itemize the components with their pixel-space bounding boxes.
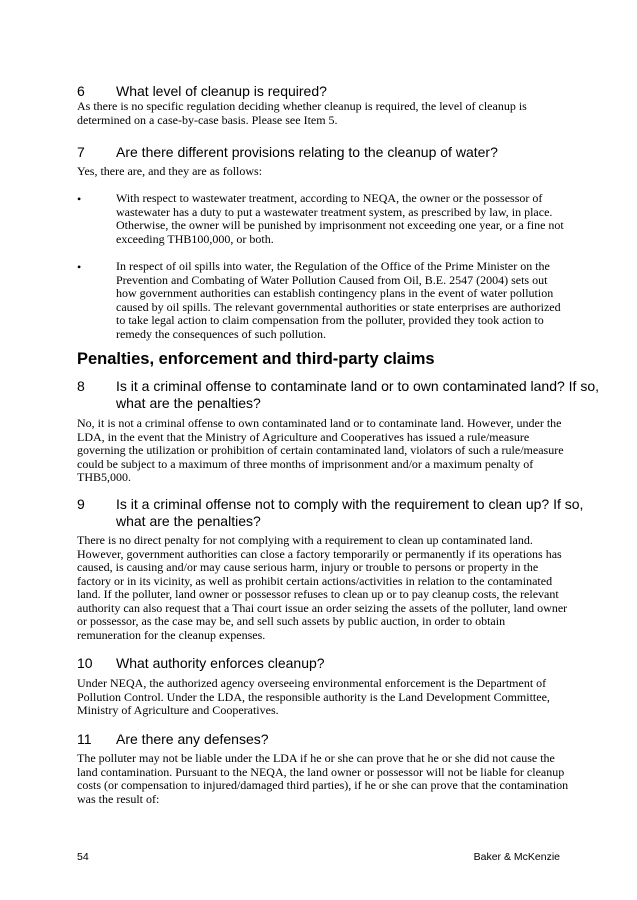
- question-heading: [77, 83, 577, 100]
- text-line: THB5,000.: [77, 470, 131, 484]
- question-text-line: Is it a criminal offense not to comply with the requirement to clean up? If so,: [116, 496, 584, 512]
- text-line: As there is no specific regulation deciding whether cleanup is required, the level of cleanup is: [77, 99, 527, 113]
- question-number: 6: [77, 83, 85, 99]
- question-text-line: What authority enforces cleanup?: [116, 655, 325, 671]
- text-line: or possessor, as the case may be, and sell such assets by public auction, in order to obtain: [77, 614, 506, 628]
- text-line: The polluter may not be liable under the LDA if he or she can prove that he or she did not cause the: [77, 751, 555, 765]
- text-line: was the result of:: [77, 791, 160, 806]
- answer-paragraph: [77, 534, 577, 642]
- question-number: 7: [77, 144, 85, 160]
- text-line: exceeding THB100,000, or both.: [116, 231, 274, 246]
- question-number: 11: [77, 731, 92, 747]
- page-number: 54: [77, 851, 89, 863]
- bullet-icon: •: [77, 260, 82, 274]
- answer-paragraph: [77, 165, 577, 179]
- text-line: In respect of oil spills into water, the Regulation of the Office of the Prime Minister on the: [116, 259, 550, 273]
- question-heading: [77, 731, 577, 748]
- answer-paragraph: [77, 100, 577, 127]
- text-line: However, government authorities can close a factory temporarily or permanently if its operations has: [77, 546, 562, 561]
- footer-firm-name: Baker & McKenzie: [473, 851, 560, 863]
- question-text-line: what are the penalties?: [116, 395, 261, 411]
- question-text-line: What level of cleanup is required?: [116, 83, 327, 99]
- question-text-line: Is it a criminal offense to contaminate land or to own contaminated land? If so,: [116, 378, 600, 394]
- text-line: factory or in its vicinity, as well as prohibit certain actions/activities in relation to the contaminated: [77, 573, 553, 588]
- text-line: wastewater has a duty to put a wastewater treatment system, as prescribed by law, in place.: [116, 204, 553, 219]
- text-line: land contamination. Pursuant to the NEQA, the land owner or possessor will not be liable for cleanup: [77, 764, 565, 779]
- text-line: remuneration for the cleanup expenses.: [77, 627, 266, 642]
- bullet-item: [116, 260, 616, 341]
- bullet-item: [116, 192, 616, 246]
- text-line: to take legal action to claim compensation from the polluter, provided they took action to: [116, 313, 544, 327]
- question-heading: [77, 378, 600, 412]
- text-line: LDA, in the event that the Ministry of Agriculture and Cooperatives has issued a rule/measure: [77, 429, 530, 444]
- text-line: Pollution Control. Under the LDA, the responsible authority is the Land Development Committee,: [77, 689, 550, 704]
- text-line: Prevention and Combating of Water Pollution Caused from Oil, B.E. 2547 (2004) sets out: [116, 272, 548, 287]
- text-line: Yes, there are, and they are as follows:: [77, 164, 263, 178]
- bullet-icon: •: [77, 192, 82, 206]
- text-line: remedy the consequences of such pollution.: [116, 326, 326, 341]
- answer-paragraph: [77, 752, 577, 806]
- text-line: costs (or compensation to injured/damaged third parties), if he or she can prove that the contamination: [77, 778, 569, 792]
- text-line: Ministry of Agriculture and Cooperatives.: [77, 703, 279, 717]
- question-text-line: what are the penalties?: [116, 513, 261, 529]
- section-title: Penalties, enforcement and third-party claims: [77, 350, 435, 368]
- question-number: 8: [77, 378, 85, 394]
- text-line: determined on a case-by-case basis. Please see Item 5.: [77, 112, 338, 127]
- question-number: 10: [77, 655, 93, 671]
- question-heading: [77, 655, 577, 672]
- text-line: could be subject to a maximum of three months of imprisonment and/or a maximum penalty of: [77, 456, 534, 471]
- text-line: Otherwise, the owner will be punished by imprisonment not exceeding one year, or a fine not: [116, 218, 564, 232]
- question-text-line: Are there different provisions relating to the cleanup of water?: [116, 144, 498, 160]
- question-text-line: Are there any defenses?: [116, 731, 269, 747]
- text-line: how government authorities can establish contingency plans in the event of water pollution: [116, 286, 554, 300]
- text-line: Under NEQA, the authorized agency overseeing environmental enforcement is the Department of: [77, 676, 547, 690]
- text-line: caused, is causing and/or may cause serious harm, injury or trouble to persons or property in the: [77, 560, 539, 574]
- text-line: There is no direct penalty for not complying with a requirement to clean up contaminated land.: [77, 533, 533, 547]
- text-line: authority can also request that a Thai court issue an order seizing the assets of the polluter, land owner: [77, 600, 568, 615]
- text-line: governing the utilization or prohibition of certain contaminated land, violators of such a rule/measure: [77, 443, 564, 457]
- question-number: 9: [77, 496, 85, 512]
- question-heading: [77, 144, 577, 161]
- question-heading: [77, 496, 584, 530]
- text-line: caused by oil spills. The relevant governmental authorities or state enterprises are authorized: [116, 299, 561, 314]
- text-line: land. If the polluter, land owner or possessor refuses to clean up or to pay cleanup costs, the relevant: [77, 587, 559, 601]
- answer-paragraph: [77, 677, 577, 718]
- text-line: No, it is not a criminal offense to own contaminated land or to contaminate land. However, under the: [77, 416, 562, 430]
- text-line: With respect to wastewater treatment, according to NEQA, the owner or the possessor of: [116, 191, 543, 205]
- answer-paragraph: [77, 417, 577, 485]
